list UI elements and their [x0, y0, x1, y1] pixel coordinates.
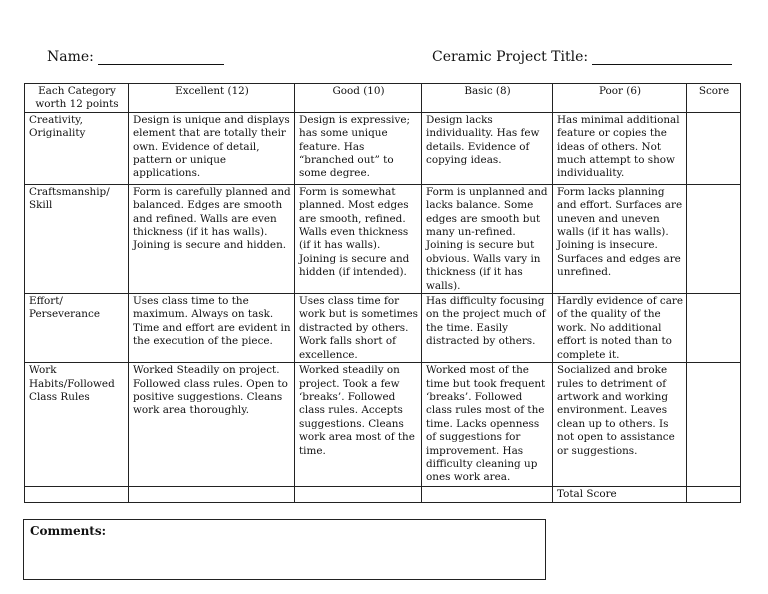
project-title-label: Ceramic Project Title: — [432, 49, 589, 65]
header-score: Score — [687, 84, 741, 113]
total-empty-cell — [422, 487, 553, 502]
rubric-row-work-habits — [25, 363, 741, 487]
name-label: Name: — [47, 49, 94, 65]
comments-box[interactable] — [23, 519, 546, 580]
cell-excellent: Form is carefully planned and balanced. Edges are smooth and refined. Walls are even thickness (if it has walls). Joining is secure and hidden. — [129, 184, 295, 293]
header-poor: Poor (6) — [553, 84, 687, 113]
cell-excellent: Uses class time to the maximum. Always on task. Time and effort are evident in the execution of the piece. — [129, 294, 295, 363]
rubric-total-row — [25, 487, 741, 502]
cell-excellent: Worked Steadily on project. Followed class rules. Open to positive suggestions. Cleans work area thoroughly. — [129, 363, 295, 487]
cell-excellent: Design is unique and displays element that are totally their own. Evidence of detail, pattern or unique applications. — [129, 112, 295, 184]
project-title-blank-line[interactable] — [592, 50, 732, 65]
cell-score[interactable] — [687, 363, 741, 487]
cell-score[interactable] — [687, 294, 741, 363]
name-blank-line[interactable] — [98, 50, 224, 65]
total-score-cell[interactable] — [687, 487, 741, 502]
header-good: Good (10) — [295, 84, 422, 113]
cell-poor: Has minimal additional feature or copies the ideas of others. Not much attempt to show individuality. — [553, 112, 687, 184]
cell-poor: Socialized and broke rules to detriment of artwork and working environment. Leaves clean up to others. Is not open to assistance or suggestions. — [553, 363, 687, 487]
name-field — [47, 49, 224, 65]
cell-basic: Form is unplanned and lacks balance. Some edges are smooth but many un-refined. Joining is secure but obvious. Walls vary in thickness (if it has walls). — [422, 184, 553, 293]
cell-basic: Worked most of the time but took frequent ‘breaks’. Followed class rules most of the time. Lacks openness of suggestions for improvement. Has difficulty cleaning up ones work area. — [422, 363, 553, 487]
cell-good: Uses class time for work but is sometimes distracted by others. Work falls short of excellence. — [295, 294, 422, 363]
rubric-row-creativity — [25, 112, 741, 184]
cell-score[interactable] — [687, 112, 741, 184]
row-category: Effort/ Perseverance — [25, 294, 129, 363]
cell-basic: Has difficulty focusing on the project much of the time. Easily distracted by others. — [422, 294, 553, 363]
rubric-row-effort — [25, 294, 741, 363]
header-basic: Basic (8) — [422, 84, 553, 113]
cell-poor: Form lacks planning and effort. Surfaces are uneven and uneven walls (if it has walls). Joining is insecure. Surfaces and edges are unrefined. — [553, 184, 687, 293]
header-category: Each Category worth 12 points — [25, 84, 129, 113]
rubric-table — [24, 83, 741, 503]
comments-label: Comments: — [30, 524, 107, 538]
total-empty-cell — [129, 487, 295, 502]
row-category: Craftsmanship/ Skill — [25, 184, 129, 293]
total-empty-cell — [25, 487, 129, 502]
total-empty-cell — [295, 487, 422, 502]
row-category: Work Habits/Followed Class Rules — [25, 363, 129, 487]
cell-good: Worked steadily on project. Took a few ‘breaks’. Followed class rules. Accepts suggestions. Cleans work area most of the time. — [295, 363, 422, 487]
cell-good: Design is expressive; has some unique feature. Has “branched out” to some degree. — [295, 112, 422, 184]
cell-score[interactable] — [687, 184, 741, 293]
header-excellent: Excellent (12) — [129, 84, 295, 113]
rubric-header-row — [25, 84, 741, 113]
cell-basic: Design lacks individuality. Has few details. Evidence of copying ideas. — [422, 112, 553, 184]
cell-good: Form is somewhat planned. Most edges are smooth, refined. Walls even thickness (if it has walls). Joining is secure and hidden (if intended). — [295, 184, 422, 293]
total-score-label: Total Score — [553, 487, 687, 502]
row-category: Creativity, Originality — [25, 112, 129, 184]
project-title-field — [432, 49, 732, 65]
cell-poor: Hardly evidence of care of the quality of the work. No additional effort is noted than to complete it. — [553, 294, 687, 363]
rubric-row-craftsmanship — [25, 184, 741, 293]
